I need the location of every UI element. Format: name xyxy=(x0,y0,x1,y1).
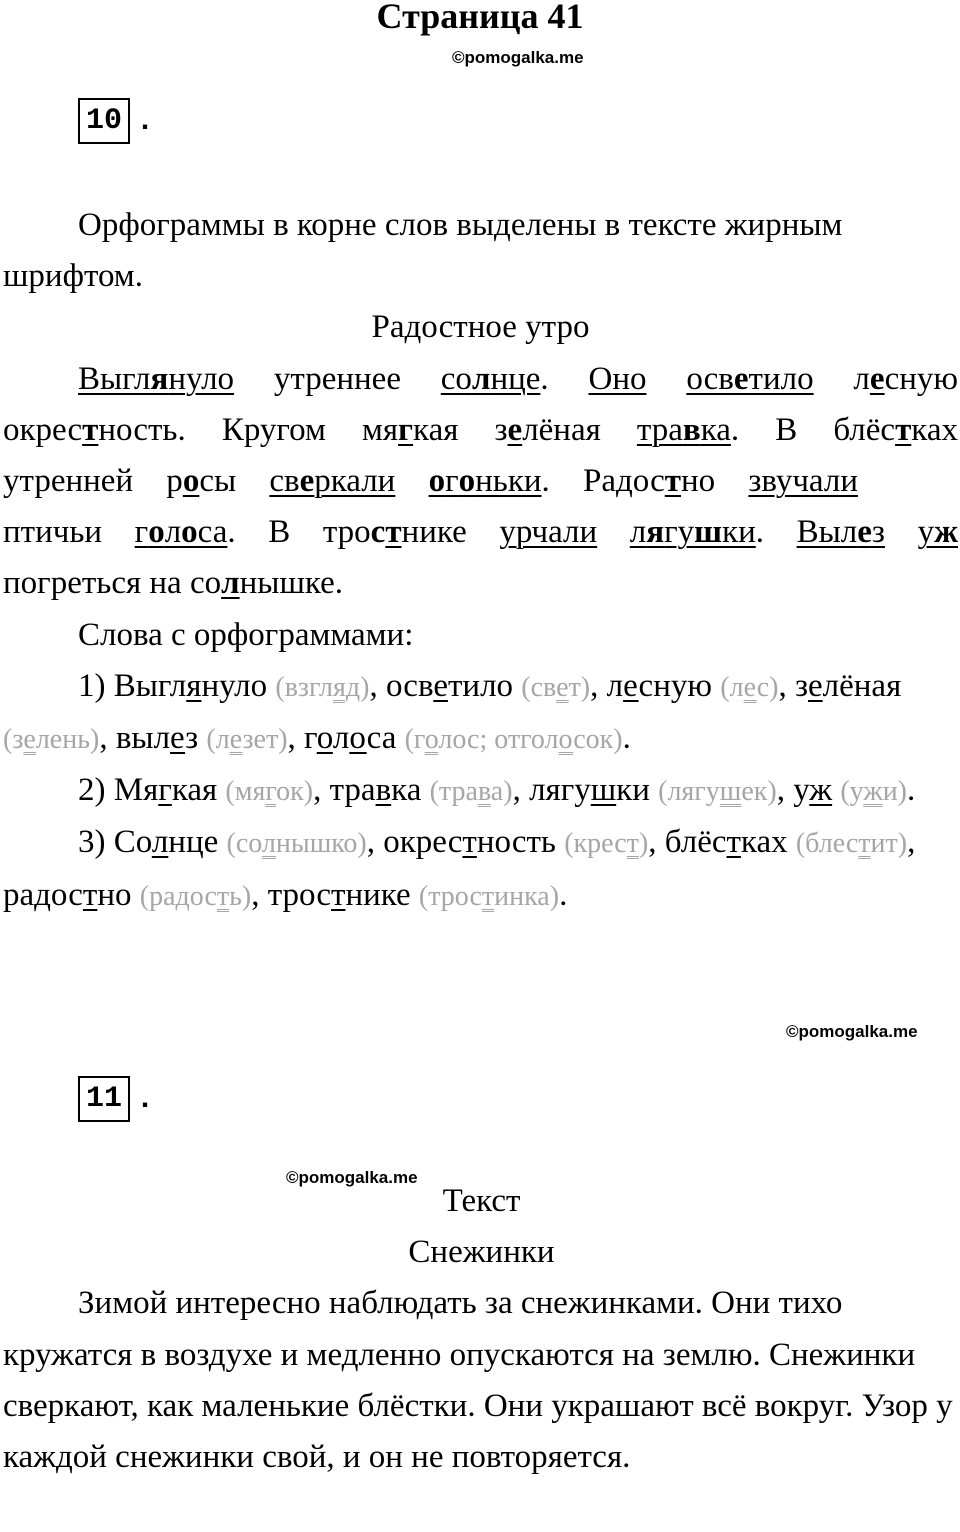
words-group-1: 1) Выглянуло (взгляд), осветило (свет), лесную (лес), зелёная (зелень), вылез (лезет), голоса (голос; отголосок). xyxy=(3,667,902,757)
watermark: ©pomogalka.me xyxy=(452,48,584,67)
task-number-box: 11 xyxy=(78,1076,130,1122)
text-line: окрестность. Кругом мягкая зелёная травка. В блёстках xyxy=(3,411,958,448)
watermark: ©pomogalka.me xyxy=(786,1022,918,1041)
task-number-dot: . xyxy=(136,1083,155,1117)
task11-content xyxy=(3,1176,960,1483)
task11-text: Зимой интересно наблюдать за снежинками. Они тихо кружатся в воздухе и медленно опускаются на землю. Снежинки сверкают, как маленькие блёстки. Они украшают всё вокруг. Узор у каждой снежинки свой, и он не повторяется. xyxy=(3,1285,953,1476)
task10-heading: Радостное утро xyxy=(371,309,590,346)
task-number-box: 10 xyxy=(78,98,130,144)
task-number-dot: . xyxy=(136,105,155,139)
watermark: ©pomogalka.me xyxy=(286,1168,418,1187)
page-title: Страница 41 xyxy=(376,0,584,36)
task10-intro: Орфограммы в корне слов выделены в тексте жирным шрифтом. xyxy=(3,207,843,295)
text-line: птичьи голоса. В тростнике урчали лягушки. Вылез уж xyxy=(3,514,958,551)
words-group-3: 3) Солнце (солнышко), окрестность (крест), блёстках (блестит), радостно (радость), тростнике (тростинка). xyxy=(3,824,916,913)
words-heading: Слова с орфограммами: xyxy=(78,616,414,653)
task11-label: Текст xyxy=(442,1183,521,1219)
words-group-2: 2) Мягкая (мягок), травка (трава), лягушки (лягушек), уж (ужи). xyxy=(78,772,916,809)
text-line: утренней росы сверкали огоньки. Радостно звучали xyxy=(3,463,858,500)
text-line: погреться на солнышке. xyxy=(3,565,343,602)
task11-heading: Снежинки xyxy=(408,1234,555,1271)
text-line: Выглянуло утреннее солнце. Оно осветило лесную xyxy=(78,360,959,397)
task10-content xyxy=(3,200,958,922)
